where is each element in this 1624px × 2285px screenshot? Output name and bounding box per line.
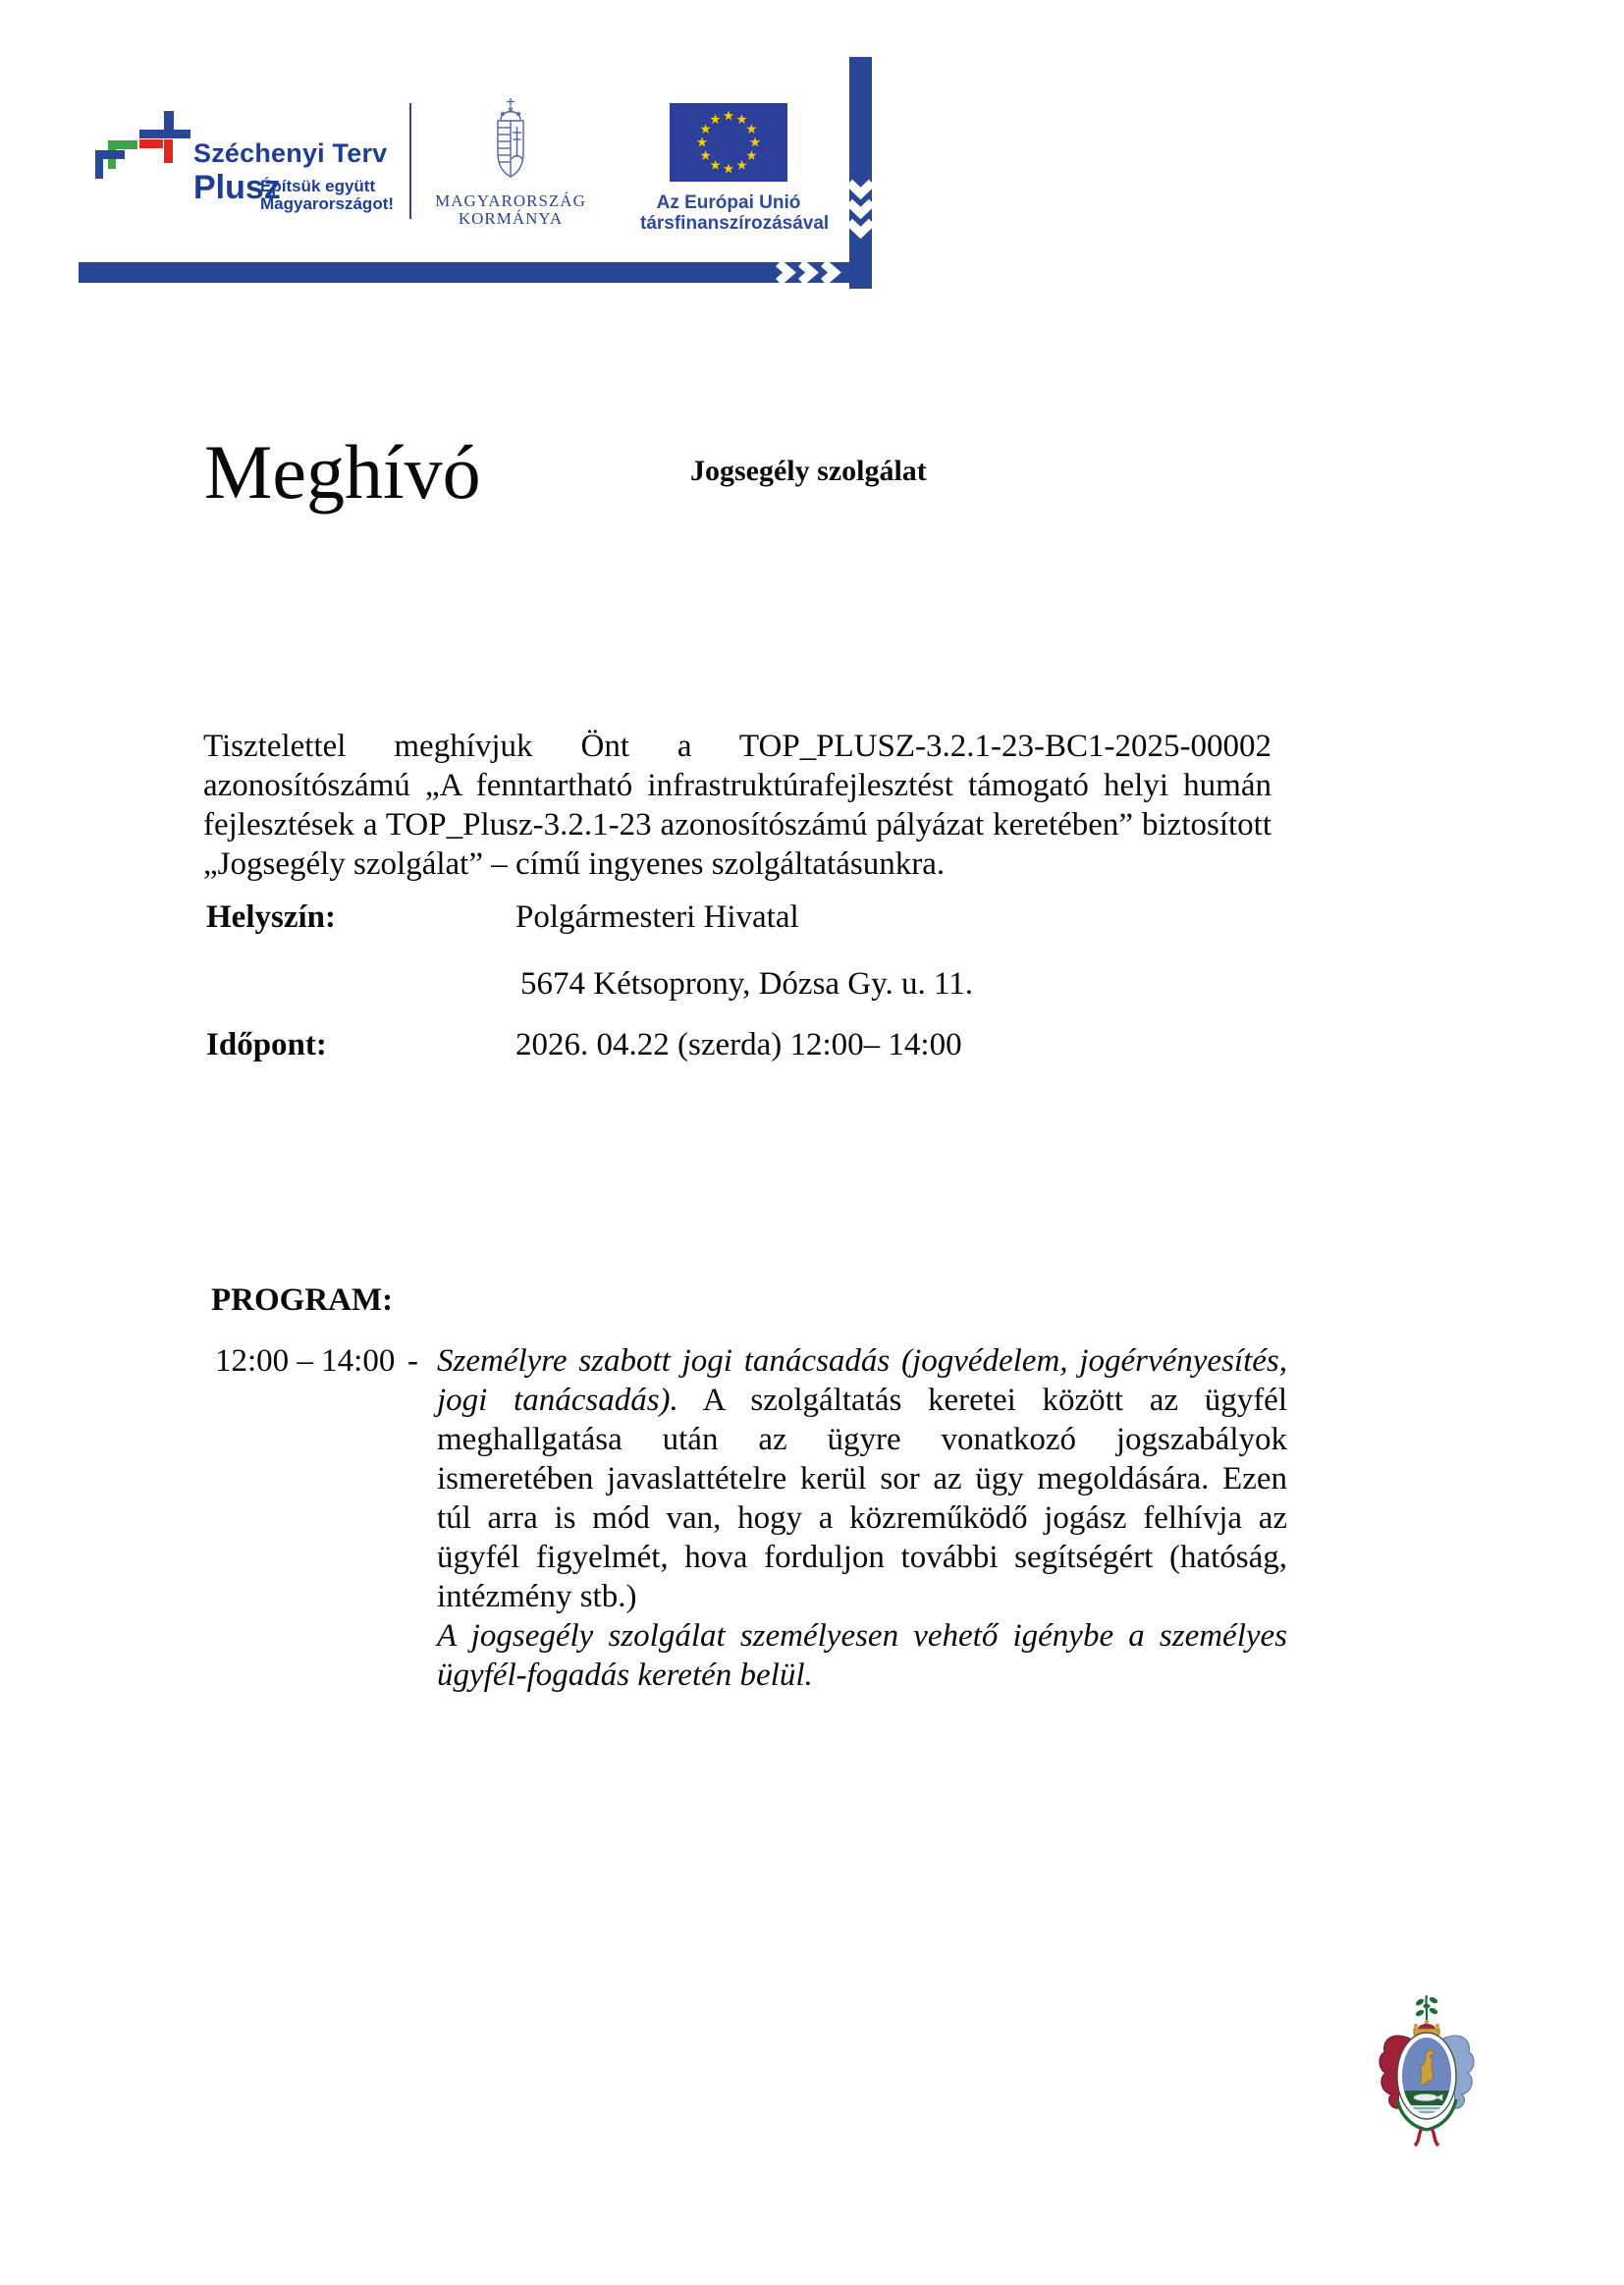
time-value: 2026. 04.22 (szerda) 12:00– 14:00 (515, 1027, 962, 1062)
page-subtitle: Jogsegély szolgálat (690, 455, 927, 487)
program-item-description (437, 1341, 1287, 1616)
header-bar-decoration (77, 54, 879, 290)
program-item-bullet: - (407, 1343, 418, 1379)
time-label: Időpont: (206, 1027, 327, 1062)
page-title: Meghívó (204, 429, 481, 515)
location-label: Helyszín: (206, 899, 336, 935)
eu-caption-line1: Az Európai Unió (656, 192, 801, 213)
intro-paragraph: Tisztelettel meghívjuk Önt a TOP_PLUSZ-3.2.1-23-BC1-2025-00002 azonosítószámú „A fenntartható infrastruktúrafejlesztést támogató helyi humán fejlesztések a TOP_Plusz-3.2.1-23 azonosítószámú pályázat keretében” biztosított „Jogsegély szolgálat” – című ingyenes szolgáltatásunkra. (203, 729, 1272, 882)
program-heading: PROGRAM: (211, 1282, 394, 1318)
ketsoprony-coat-of-arms-icon (1376, 1993, 1478, 2149)
szechenyi-logo-line2: Plusz (193, 169, 281, 206)
government-logo-line2: KORMÁNYA (458, 209, 564, 228)
government-logo-line1: MAGYARORSZÁG (435, 191, 586, 210)
program-item-time: 12:00 – 14:00 (215, 1343, 396, 1379)
program-item-text (437, 1341, 1287, 1695)
location-address: 5674 Kétsoprony, Dózsa Gy. u. 11. (520, 966, 974, 1002)
location-value: Polgármesteri Hivatal (515, 899, 799, 935)
szechenyi-logo-line1: Széchenyi Terv (193, 138, 388, 168)
szechenyi-tagline-line1: Építsük együtt (260, 177, 376, 195)
szechenyi-tagline-line2: Magyarországot! (260, 194, 395, 213)
program-item-lead: Személyre szabott jogi tanácsadás (jogvédelem, jogérvényesítés, jogi tanácsadás). (437, 1343, 1287, 1418)
eu-caption-line2: társfinanszírozásával (640, 213, 830, 234)
program-item-body: A szolgáltatás keretei között az ügyfél meghallgatása után az ügyre vonatkozó jogszabályok ismeretében javaslattételre kerül sor az ügy megoldására. Ezen túl arra is mód van, hogy a közreműködő jogász felhívja az ügyfél figyelmét, hova forduljon további segítségért (hatóság, intézmény stb.) (437, 1383, 1287, 1614)
program-item-note: A jogsegély szolgálat személyesen vehető igénybe a személyes ügyfél-fogadás keretén belül. (437, 1618, 1287, 1693)
